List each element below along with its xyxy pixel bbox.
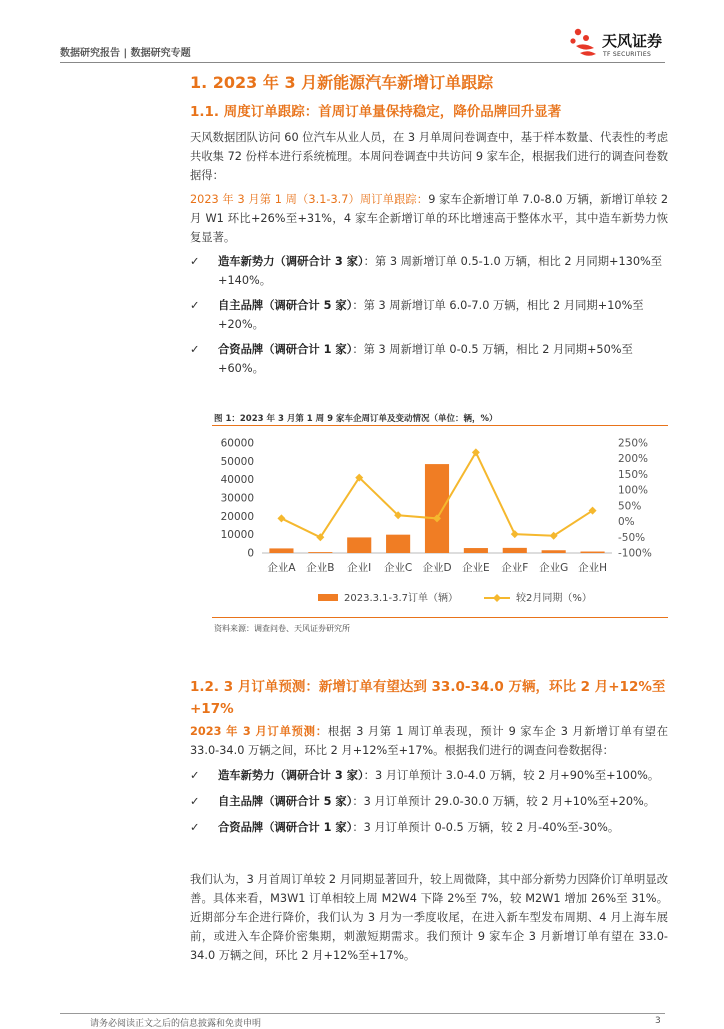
bar	[503, 548, 527, 553]
bullet-text: ：3 月订单预计 29.0-30.0 万辆，较 2 月+10%至+20%。	[352, 795, 656, 808]
bar	[347, 537, 371, 553]
x-tick-label: 企业E	[462, 562, 490, 574]
legend-swatch-bar	[318, 594, 338, 601]
y-right-tick-label: 0%	[618, 516, 635, 529]
bullet-item	[190, 296, 668, 334]
y-left-tick-label: 40000	[220, 474, 254, 487]
bar	[269, 548, 293, 553]
y-left-tick-label: 0	[247, 547, 254, 560]
bullet-text: ：3 月订单预计 3.0-4.0 万辆，较 2 月+90%至+100%。	[363, 769, 660, 782]
check-icon: ✓	[190, 795, 200, 808]
bar	[386, 535, 410, 553]
forecast-rest: 根据 3 月第 1 周订单表现，预计 9 家车企 3 月新增订单有望在 33.0-34.0 万辆之间，环比 2 月+12%至+17%。根据我们进行的调查问卷数据得：	[190, 725, 668, 757]
check-icon: ✓	[190, 343, 200, 356]
subsection-title-2: 1.2. 3 月订单预测：新增订单有望达到 33.0-34.0 万辆，环比 2 月+12%至+17%	[190, 679, 666, 717]
y-left-tick-label: 50000	[220, 455, 254, 468]
x-tick-label: 企业I	[347, 562, 372, 574]
header-divider	[60, 62, 665, 63]
y-right-tick-label: -100%	[618, 547, 652, 560]
bullet-item	[190, 252, 668, 290]
page-number: 3	[655, 1016, 661, 1026]
highlight-lead: 2023 年 3 月第 1 周（3.1-3.7）周订单跟踪：	[190, 193, 429, 206]
legend-label-line: 较2月同期（%）	[516, 593, 592, 604]
section-title: 1. 2023 年 3 月新能源汽车新增订单跟踪	[190, 73, 494, 92]
bullet-label: 自主品牌（调研合计 5 家）	[218, 299, 353, 312]
bullet-text: ：第 3 周新增订单 0.5-1.0 万辆，相比 2 月同期+130%至+140%。	[218, 255, 663, 287]
bar	[308, 552, 332, 553]
bullet-label: 合资品牌（调研合计 1 家）	[218, 821, 353, 834]
bar	[464, 548, 488, 553]
y-right-tick-label: 200%	[618, 453, 649, 466]
bullet-item	[190, 340, 668, 378]
line-point	[277, 514, 285, 522]
y-right-tick-label: 100%	[618, 484, 649, 497]
bar	[425, 464, 449, 553]
figure-bottom-rule	[212, 617, 668, 618]
x-tick-label: 企业B	[306, 562, 335, 574]
footer-divider	[60, 1013, 665, 1014]
check-icon: ✓	[190, 255, 200, 268]
y-right-tick-label: 150%	[618, 468, 649, 481]
check-icon: ✓	[190, 769, 200, 782]
legend-swatch-marker	[493, 594, 501, 602]
bullet-label: 合资品牌（调研合计 1 家）	[218, 343, 353, 356]
x-tick-label: 企业C	[383, 562, 413, 574]
y-right-tick-label: 250%	[618, 437, 649, 450]
orders-combo-chart	[212, 428, 668, 614]
bullet-text: ：第 3 周新增订单 0-0.5 万辆，相比 2 月同期+50%至+60%。	[218, 343, 633, 375]
check-icon: ✓	[190, 821, 200, 834]
conclusion-paragraph: 我们认为，3 月首周订单较 2 月同期显著回升，较上周微降，其中部分新势力因降价订单明显改善。具体来看，M3W1 订单相较上周 M2W4 下降 2%至 7%，较 M2W1 增加 26%至 31%。近期部分车企进行降价，我们认为 3 月为一季度收尾，在进入新车型发布周期、4 月上海车展前，或进入车企降价密集期，刺激短期需求。我们预计 9 家车企 3 月新增订单有望在 33.0-34.0 万辆之间，环比 2 月+12%至+17%。	[190, 873, 668, 962]
x-tick-label: 企业G	[539, 562, 569, 574]
logo-text-cn: 天风证券	[602, 32, 663, 50]
forecast-lead: 2023 年 3 月订单预测：	[190, 725, 328, 738]
y-left-tick-label: 20000	[220, 510, 254, 523]
bullet-item	[190, 792, 668, 811]
bullet-label: 造车新势力（调研合计 3 家）	[218, 255, 364, 268]
weekly-highlight-paragraph	[190, 190, 668, 247]
x-tick-label: 企业H	[578, 562, 608, 574]
forecast-paragraph	[190, 722, 668, 760]
y-left-tick-label: 10000	[220, 529, 254, 542]
bullet-text: ：3 月订单预计 0-0.5 万辆，较 2 月-40%至-30%。	[352, 821, 620, 834]
logo-text-en: TF SECURITIES	[603, 51, 652, 58]
bullet-label: 造车新势力（调研合计 3 家）	[218, 769, 364, 782]
y-left-tick-label: 30000	[220, 492, 254, 505]
subsection-title-1: 1.1. 周度订单跟踪：首周订单量保持稳定，降价品牌回升显著	[190, 104, 562, 120]
bar	[581, 552, 605, 553]
figure-title: 图 1：2023 年 3 月第 1 周 9 家车企周订单及变动情况（单位：辆，%）	[214, 414, 498, 424]
figure-source: 资料来源：调查问卷、天风证券研究所	[214, 624, 350, 633]
legend-label-bar: 2023.3.1-3.7订单（辆）	[344, 593, 459, 604]
bar	[542, 550, 566, 553]
line-point	[511, 530, 519, 538]
x-tick-label: 企业D	[422, 562, 452, 574]
footer-disclaimer: 请务必阅读正文之后的信息披露和免责申明	[90, 1019, 262, 1029]
bullet-item	[190, 766, 668, 785]
figure-top-rule	[212, 425, 668, 426]
y-right-tick-label: 50%	[618, 500, 642, 513]
header-breadcrumb: 数据研究报告 | 数据研究专题	[60, 48, 191, 59]
x-tick-label: 企业A	[267, 562, 296, 574]
x-tick-label: 企业F	[501, 562, 529, 574]
check-icon: ✓	[190, 299, 200, 312]
y-right-tick-label: -50%	[618, 531, 646, 544]
highlight-rest: 9 家车企新增订单 7.0-8.0 万辆，新增订单较 2 月 W1 环比+26%至+31%，4 家车企新增订单的环比增速高于整体水平，其中造车新势力恢复显著。	[190, 193, 669, 244]
bullet-text: ：第 3 周新增订单 6.0-7.0 万辆，相比 2 月同期+10%至+20%。	[218, 299, 644, 331]
intro-paragraph: 天风数据团队访问 60 位汽车从业人员，在 3 月单周问卷调查中，基于样本数量、代表性的考虑共收集 72 份样本进行系统梳理。本周问卷调查中共访问 9 家车企，根据我们进行的调查问卷数据得：	[190, 131, 668, 182]
bullet-label: 自主品牌（调研合计 5 家）	[218, 795, 353, 808]
bullet-item	[190, 818, 668, 837]
y-left-tick-label: 60000	[220, 437, 254, 450]
